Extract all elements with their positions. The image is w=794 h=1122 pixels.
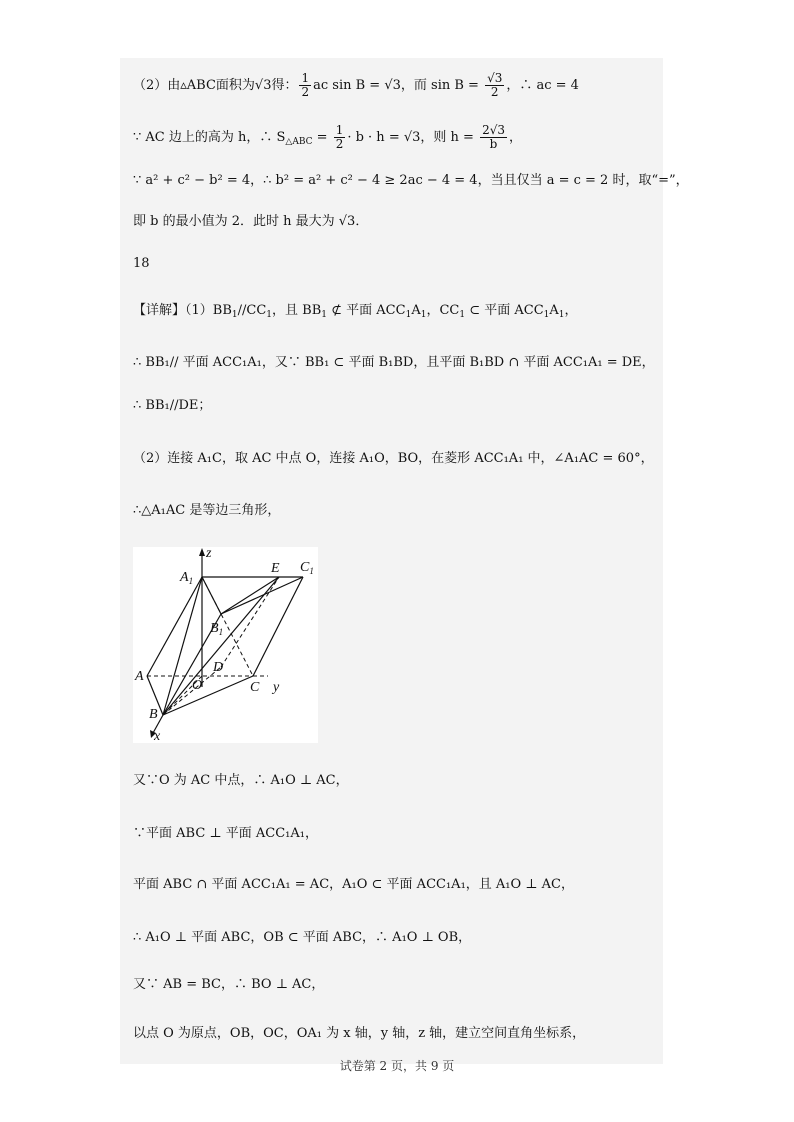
text-line-9: （2）连接 A₁C，取 AC 中点 O，连接 A₁O，BO，在菱形 ACC₁A₁ 中，∠A₁AC = 60°， [133,451,654,466]
line6-seg: ，且 BB [272,303,322,318]
label-A1: $A_1$ [180,570,194,586]
text-line-12: ∵平面 ABC ⊥ 平面 ACC₁A₁， [133,826,318,841]
line6-seg: //CC [237,303,267,318]
sub-1: 1 [420,310,427,320]
label-A: A [135,669,144,684]
edge-C1C [253,577,303,676]
frac-den: b [489,137,498,151]
label-D: D [213,660,224,675]
text-line-13: 平面 ABC ∩ 平面 ACC₁A₁ = AC，A₁O ⊂ 平面 ACC₁A₁，且 A₁O ⊥ AC， [133,877,574,892]
frac-num: 1 [335,123,344,137]
sub-1: 1 [321,310,327,320]
line6-seg: 【详解】（1）BB [133,303,232,318]
label-y: y [273,680,280,695]
line1-part-a: （2）由▵ABC面积为√3得： [133,78,298,93]
edge-B1E [221,577,279,614]
text-line-4: 即 b 的最小值为 2．此时 h 最大为 √3． [133,214,369,229]
frac-num: √3 [487,71,503,85]
page-footer: 试卷第 2 页，共 9 页 [339,1059,455,1073]
sub-1: 1 [558,310,565,320]
text-line-7: ∴ BB₁// 平面 ACC₁A₁，又∵ BB₁ ⊂ 平面 B₁BD，且平面 B₁BD ∩ 平面 ACC₁A₁ = DE， [133,355,655,370]
fraction-half-2 [334,124,346,151]
line2-part-a: ∵ AC 边上的高为 h，∴ S [133,130,286,145]
sub-1: 1 [543,310,550,320]
label-z: z [206,547,212,561]
label-B: B [149,707,158,722]
text-line-8: ∴ BB₁//DE； [133,398,212,413]
text-line-1 [133,72,579,99]
fraction-sinB [485,72,504,99]
frac-num: 2√3 [482,123,505,137]
fraction-h [480,124,507,151]
line1-part-b: ac sin B = √3，而 sin B = [313,78,484,93]
frac-num: 1 [301,71,310,85]
prism-figure [133,547,318,743]
line6-seg: ， [564,303,578,318]
edge-A1B [163,577,202,715]
text-line-11: 又∵O 为 AC 中点，∴ A₁O ⊥ AC， [133,773,349,788]
z-arrow-icon [199,548,205,556]
line6-seg: A [549,303,559,318]
line6-seg: A [411,303,421,318]
line6-seg: ，CC [426,303,460,318]
text-line-6 [133,302,578,324]
edge-B1C1 [221,577,303,614]
sub-1: 1 [459,310,466,320]
fraction-half [299,72,311,99]
dashed-DE [221,577,279,667]
sub-1: 1 [266,310,273,320]
edge-EB [163,577,279,715]
label-B1: $B_1$ [210,621,224,637]
line1-part-c: ，∴ ac = 4 [506,78,579,93]
frac-den: 2 [301,85,310,99]
text-line-2 [133,124,522,151]
label-E: E [271,561,280,576]
text-line-15: 又∵ AB = BC，∴ BO ⊥ AC， [133,977,325,992]
label-x: x [154,729,161,743]
text-line-10: ∴△A₁AC 是等边三角形， [133,503,281,518]
sub-1: 1 [231,310,238,320]
label-C1: $C_1$ [300,560,314,576]
frac-den: 2 [335,137,344,151]
line6-seg: ⊄ 平面 ACC [327,303,406,318]
question-number: 18 [133,256,150,271]
frac-den: 2 [490,85,499,99]
label-C: C [250,680,260,695]
sub-1: 1 [405,310,412,320]
text-line-3: ∵ a² + c² − b² = 4，∴ b² = a² + c² − 4 ≥ 2ac − 4 = 4，当且仅当 a = c = 2 时，取“=”， [133,173,689,188]
prism-diagram-svg [133,547,318,743]
label-O: O [192,678,203,693]
line6-seg: ⊂ 平面 ACC [465,303,544,318]
line2-part-d: ， [508,130,522,145]
text-line-16: 以点 O 为原点，OB，OC，OA₁ 为 x 轴，y 轴，z 轴，建立空间直角坐标系， [133,1026,586,1041]
line2-part-c: · b · h = √3，则 h = [347,130,479,145]
line2-part-b: = [312,130,332,145]
line2-subscript: △ABC [285,137,313,147]
edge-BC [163,676,253,715]
text-line-14: ∴ A₁O ⊥ 平面 ABC，OB ⊂ 平面 ABC，∴ A₁O ⊥ OB， [133,930,472,945]
